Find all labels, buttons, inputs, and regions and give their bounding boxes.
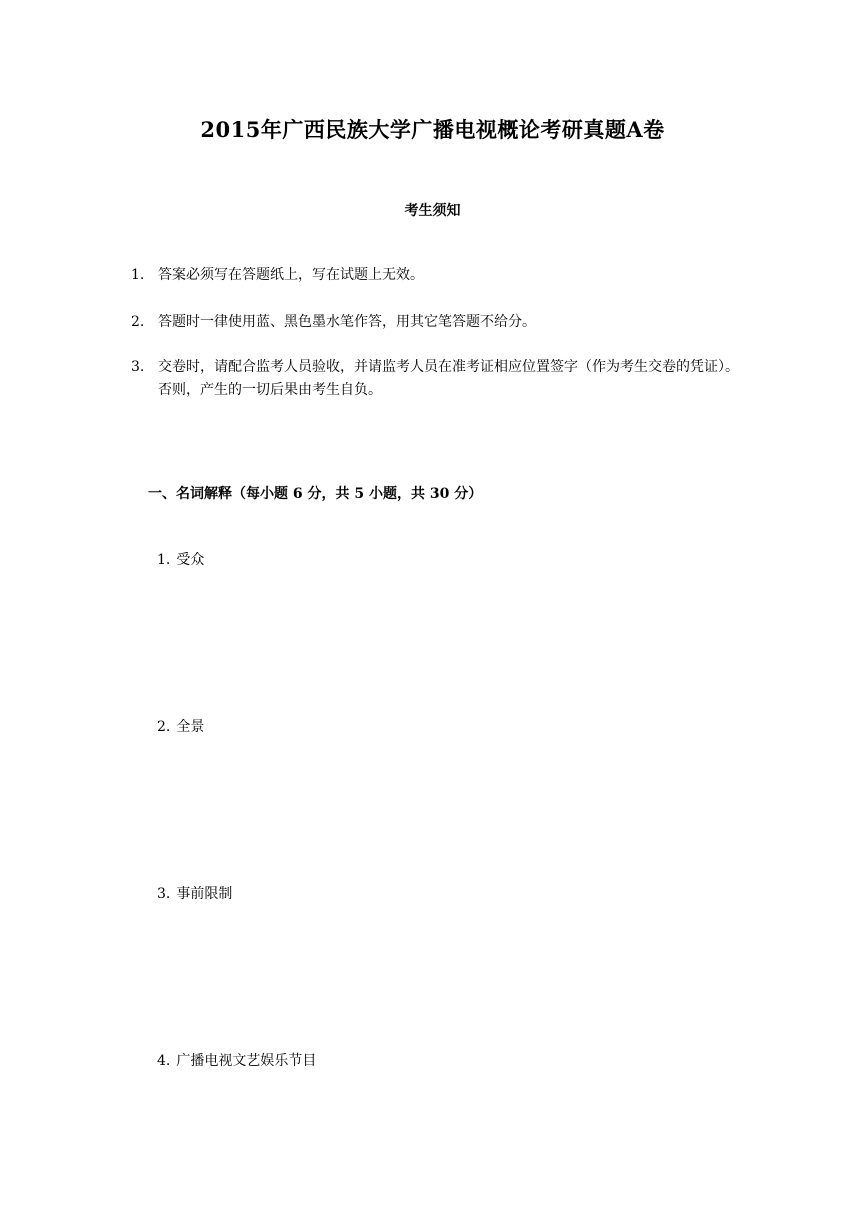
question-number: 2.: [157, 719, 171, 735]
section-heading: 一、名词解释（每小题 6 分，共 5 小题，共 30 分）: [148, 486, 483, 502]
notice-item-number: 3.: [131, 359, 145, 375]
question-text: 受众: [176, 552, 205, 568]
notice-item-text: 答案必须写在答题纸上，写在试题上无效。: [158, 267, 424, 283]
question-item: [157, 1050, 316, 1070]
notice-heading: 考生须知: [404, 203, 461, 219]
question-item: [157, 549, 204, 569]
question-number: 4.: [157, 1053, 171, 1069]
page-title: 2015年广西民族大学广播电视概论考研真题A卷: [200, 117, 665, 142]
notice-item-number: 2.: [131, 314, 145, 330]
notice-item-text: 答题时一律使用蓝、黑色墨水笔作答，用其它笔答题不给分。: [158, 314, 536, 330]
question-item: [157, 883, 232, 903]
question-text: 全景: [176, 719, 205, 735]
question-text: 事前限制: [176, 886, 233, 902]
notice-item: [131, 356, 751, 402]
notice-item-text: 交卷时，请配合监考人员验收，并请监考人员在准考证相应位置签字（作为考生交卷的凭证）。否则，产生的一切后果由考生自负。: [158, 359, 739, 398]
question-number: 1.: [157, 552, 171, 568]
question-number: 3.: [157, 886, 171, 902]
question-item: [157, 716, 204, 736]
notice-item: [131, 311, 751, 334]
notice-item: [131, 264, 751, 287]
notice-item-number: 1.: [131, 267, 145, 283]
question-text: 广播电视文艺娱乐节目: [176, 1053, 317, 1069]
